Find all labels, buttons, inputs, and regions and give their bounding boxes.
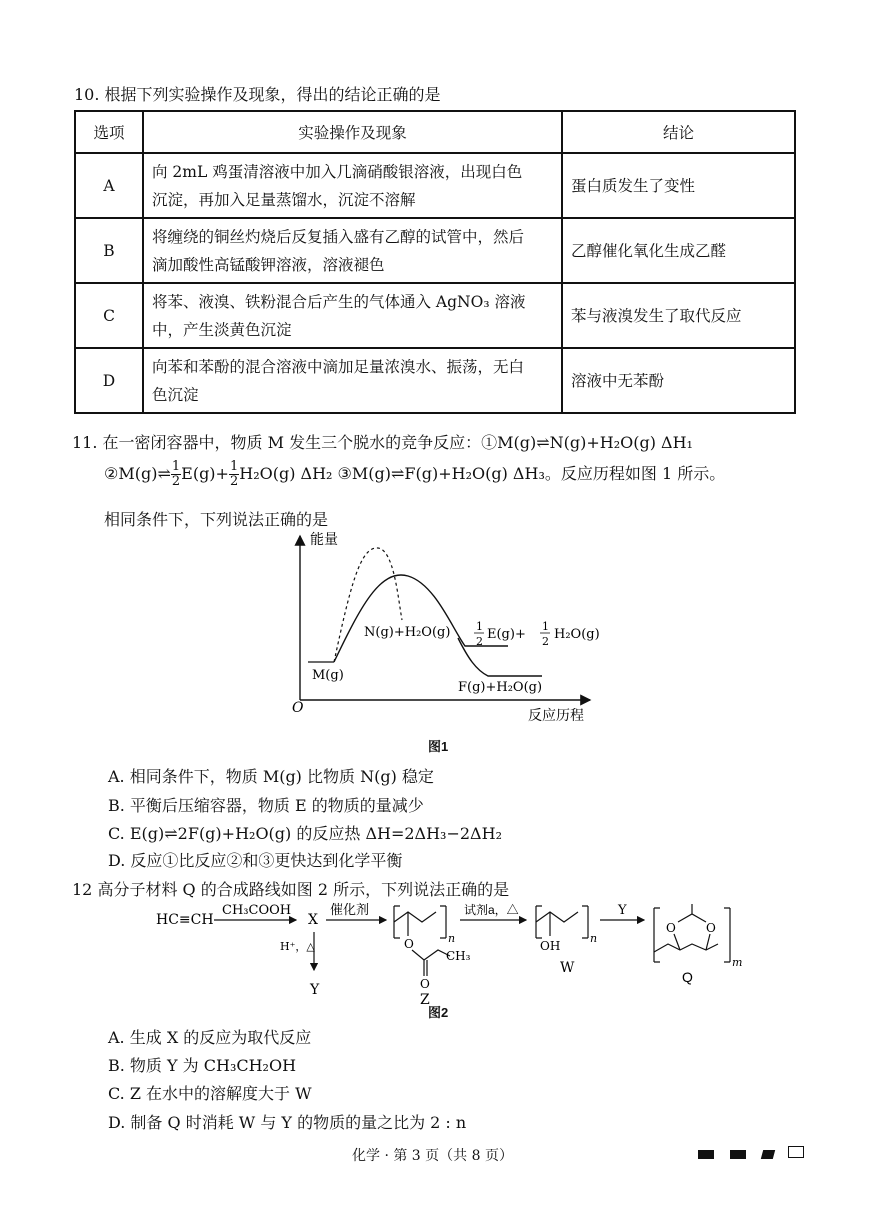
row-option: A xyxy=(75,153,143,218)
q12-stem: 12 高分子材料 Q 的合成路线如图 2 所示，下列说法正确的是 xyxy=(72,880,510,899)
q11-line1: 11. 在一密闭容器中，物质 M 发生三个脱水的竞争反应：①M(g)⇌N(g)+H₂O(g) ΔH₁ xyxy=(72,433,693,452)
bracket-right-Q xyxy=(724,908,730,962)
table-row xyxy=(75,153,795,218)
hydroxyl: OH xyxy=(540,939,561,953)
ring-bonds xyxy=(674,934,710,950)
ester-O: O xyxy=(404,937,414,951)
path-N xyxy=(334,548,402,662)
hplus-label: H⁺，△ xyxy=(280,940,315,953)
operation-line: 沉淀，再加入足量蒸馏水，沉淀不溶解 xyxy=(152,190,416,209)
q12-option-c[interactable]: C. Z 在水中的溶解度大于 W xyxy=(108,1084,312,1103)
acetal-carbon xyxy=(678,904,706,922)
compound-Z: Z xyxy=(420,992,430,1008)
frac-den: 2 xyxy=(229,474,239,489)
m-Q: m xyxy=(732,956,743,969)
x-axis-label: 反应历程 xyxy=(528,707,584,723)
table-row xyxy=(75,283,795,348)
reagent-Y: Y xyxy=(618,903,627,918)
figure-1-caption: 图1 xyxy=(428,739,449,754)
row-option: B xyxy=(75,218,143,283)
n-Z: n xyxy=(448,932,456,945)
header-option: 选项 xyxy=(75,111,143,153)
row-operation xyxy=(143,153,562,218)
row-option: D xyxy=(75,348,143,413)
header-conclusion: 结论 xyxy=(562,111,795,153)
label-E2-frac-den: 2 xyxy=(542,635,549,648)
methyl: CH₃ xyxy=(446,949,471,963)
path-E xyxy=(334,575,508,662)
q11-option-d[interactable]: D. 反应①比反应②和③更快达到化学平衡 xyxy=(108,851,403,870)
operation-line: 中，产生淡黄色沉淀 xyxy=(152,320,292,339)
reagent-a-label: 试剂a，△ xyxy=(464,903,519,917)
q10-table xyxy=(74,110,796,414)
label-E2-frac-num: 1 xyxy=(542,620,549,633)
fraction-half xyxy=(171,460,181,489)
row-conclusion: 乙醇催化氧化生成乙醛 xyxy=(562,218,795,283)
figure-1-energy-diagram xyxy=(290,528,620,728)
compound-Q: Q xyxy=(682,969,693,985)
frac-num: 1 xyxy=(171,459,181,474)
q12-option-b[interactable]: B. 物质 Y 为 CH₃CH₂OH xyxy=(108,1056,297,1075)
label-E-frac-den: 2 xyxy=(476,635,483,648)
bracket-right-Z xyxy=(440,906,446,938)
table-header-row xyxy=(75,111,795,153)
label-F: F(g)+H₂O(g) xyxy=(458,680,543,695)
bracket-left-Q xyxy=(654,908,660,962)
q10-stem: 10. 根据下列实验操作及现象，得出的结论正确的是 xyxy=(74,85,441,104)
figure-2-synthesis-scheme xyxy=(150,898,750,1016)
q12-option-a[interactable]: A. 生成 X 的反应为取代反应 xyxy=(108,1028,312,1047)
row-operation xyxy=(143,348,562,413)
print-mark xyxy=(761,1150,775,1159)
row-operation xyxy=(143,283,562,348)
label-N: N(g)+H₂O(g) xyxy=(364,625,451,640)
row-conclusion: 溶液中无苯酚 xyxy=(562,348,795,413)
ester-chain xyxy=(412,950,450,960)
operation-line: 滴加酸性高锰酸钾溶液，溶液褪色 xyxy=(152,255,385,274)
reaction-2-left: ②M(g)⇌ xyxy=(104,464,171,483)
frac-num: 1 xyxy=(229,459,239,474)
print-mark-outline xyxy=(788,1146,804,1158)
operation-line: 向苯和苯酚的混合溶液中滴加足量浓溴水、振荡，无白 xyxy=(152,357,525,376)
table-row xyxy=(75,348,795,413)
carbonyl-O: O xyxy=(420,977,430,991)
q11-line3: 相同条件下，下列说法正确的是 xyxy=(104,510,329,529)
catalyst-label: 催化剂 xyxy=(330,902,370,917)
n-W: n xyxy=(590,932,598,945)
print-mark xyxy=(698,1150,714,1159)
figure-2-caption: 图2 xyxy=(428,1005,449,1020)
backbone-Q xyxy=(654,944,718,952)
reagent-acetic-acid: CH₃COOH xyxy=(222,903,292,918)
ring-O-left: O xyxy=(666,921,676,935)
compound-W: W xyxy=(560,960,575,976)
q11-line2 xyxy=(104,460,725,489)
operation-line: 向 2mL 鸡蛋清溶液中加入几滴硝酸银溶液，出现白色 xyxy=(152,162,523,181)
label-E-frac-num: 1 xyxy=(476,620,483,633)
row-conclusion: 蛋白质发生了变性 xyxy=(562,153,795,218)
operation-line: 将缠绕的铜丝灼烧后反复插入盛有乙醇的试管中，然后 xyxy=(152,227,525,246)
row-option: C xyxy=(75,283,143,348)
q11-option-b[interactable]: B. 平衡后压缩容器，物质 E 的物质的量减少 xyxy=(108,796,424,815)
origin-label: O xyxy=(292,700,304,716)
label-E: E(g)+ xyxy=(487,627,526,642)
row-conclusion: 苯与液溴发生了取代反应 xyxy=(562,283,795,348)
fraction-half xyxy=(229,460,239,489)
q11-option-a[interactable]: A. 相同条件下，物质 M(g) 比物质 N(g) 稳定 xyxy=(108,767,434,786)
q12-option-d[interactable]: D. 制备 Q 时消耗 W 与 Y 的物质的量之比为 2 : n xyxy=(108,1113,467,1132)
page-footer: 化学 · 第 3 页（共 8 页） xyxy=(352,1148,513,1164)
bracket-right-W xyxy=(582,906,588,938)
compound-X: X xyxy=(308,912,318,928)
operation-line: 将苯、液溴、铁粉混合后产生的气体通入 AgNO₃ 溶液 xyxy=(152,292,526,311)
operation-line: 色沉淀 xyxy=(152,385,199,404)
reaction-2-mid: E(g)+ xyxy=(181,464,229,483)
print-mark xyxy=(730,1150,746,1159)
table-row xyxy=(75,218,795,283)
y-axis-label: 能量 xyxy=(310,531,338,547)
q11-option-c[interactable]: C. E(g)⇌2F(g)+H₂O(g) 的反应热 ΔH=2ΔH₃−2ΔH₂ xyxy=(108,824,502,843)
reaction-2-right: H₂O(g) ΔH₂ ③M(g)⇌F(g)+H₂O(g) ΔH₃。反应历程如图 1 所示。 xyxy=(239,464,726,483)
backbone-W xyxy=(536,912,578,922)
row-operation xyxy=(143,218,562,283)
ring-O-right: O xyxy=(706,921,716,935)
label-M: M(g) xyxy=(312,668,344,683)
path-F xyxy=(458,638,542,676)
backbone-Z xyxy=(394,912,436,922)
label-E2: H₂O(g) xyxy=(554,627,600,642)
frac-den: 2 xyxy=(171,474,181,489)
compound-Y: Y xyxy=(310,982,320,998)
acetylene: HC≡CH xyxy=(156,912,214,928)
header-operation: 实验操作及现象 xyxy=(143,111,562,153)
